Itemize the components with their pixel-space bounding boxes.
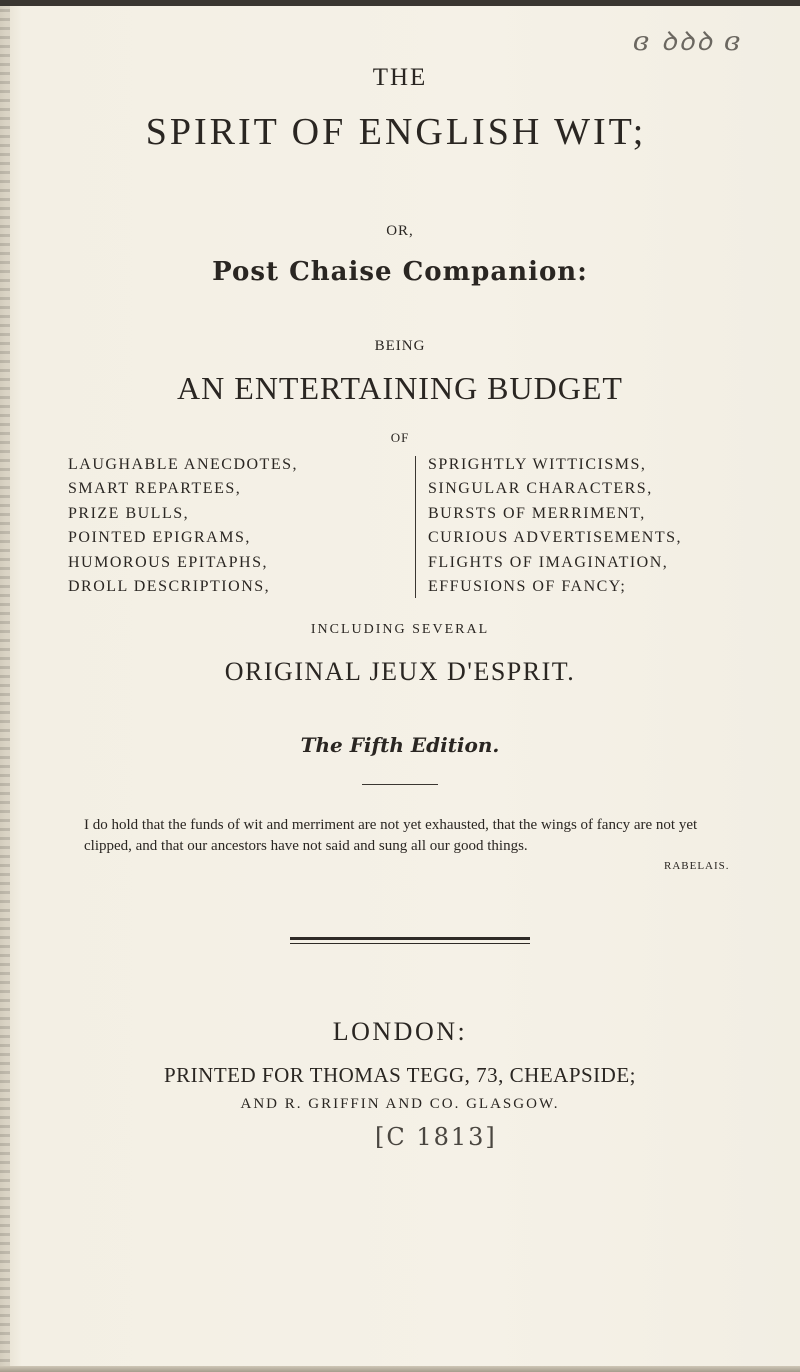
- imprint-partner: AND R. GRIFFIN AND CO. GLASGOW.: [240, 1096, 560, 1112]
- list-item: EFFUSIONS OF FANCY;: [428, 578, 627, 596]
- list-item: POINTED EPIGRAMS,: [68, 529, 251, 547]
- list-item: BURSTS OF MERRIMENT,: [428, 504, 646, 522]
- list-item: LAUGHABLE ANECDOTES,: [68, 456, 298, 473]
- list-item: HUMOROUS EPITAPHS,: [68, 553, 268, 571]
- contents-right-column: [428, 453, 682, 599]
- column-divider: [415, 456, 416, 598]
- list-item: FLIGHTS OF IMAGINATION,: [428, 553, 669, 571]
- list-item: SMART REPARTEES,: [68, 480, 242, 498]
- list-item: SINGULAR CHARACTERS,: [428, 480, 653, 498]
- epigraph-author: RABELAIS.: [664, 860, 730, 872]
- list-item: CURIOUS ADVERTISEMENTS,: [428, 529, 682, 547]
- bottom-edge: [0, 1366, 800, 1372]
- imprint-city: LONDON:: [332, 1017, 468, 1046]
- imprint-rule-thin: [290, 943, 530, 944]
- list-item: SPRIGHTLY WITTICISMS,: [428, 456, 647, 473]
- main-title: SPIRIT OF ENGLISH WIT;: [145, 111, 647, 153]
- list-item: DROLL DESCRIPTIONS,: [68, 578, 271, 596]
- or-line: OR,: [386, 223, 414, 239]
- list-item: PRIZE BULLS,: [68, 504, 190, 522]
- contents-left-column: [68, 453, 298, 599]
- including-line: INCLUDING SEVERAL: [310, 622, 490, 637]
- edition-line: The Fifth Edition.: [300, 733, 500, 757]
- imprint-printer: PRINTED FOR THOMAS TEGG, 73, CHEAPSIDE;: [163, 1063, 636, 1087]
- epigraph-text: I do hold that the funds of wit and merriment are not yet exhausted, that the wings of fancy are not yet clipped, and that our ancestors have not said and sung all our good things.: [84, 817, 698, 854]
- edition-rule: [362, 784, 438, 785]
- of-line: OF: [390, 430, 410, 445]
- budget-title: AN ENTERTAINING BUDGET: [177, 370, 623, 406]
- jeux-title: ORIGINAL JEUX D'ESPRIT.: [224, 657, 576, 686]
- the-heading: THE: [372, 64, 428, 91]
- subtitle: Post Chaise Companion:: [212, 257, 588, 287]
- being-line: BEING: [374, 338, 426, 354]
- pressmark: [C 1813]: [375, 1123, 497, 1151]
- top-edge-rule: [0, 0, 800, 6]
- shelfmark: ɞ ꝺꝺꝺ ɞ: [632, 27, 742, 57]
- imprint-rule-thick: [290, 937, 530, 940]
